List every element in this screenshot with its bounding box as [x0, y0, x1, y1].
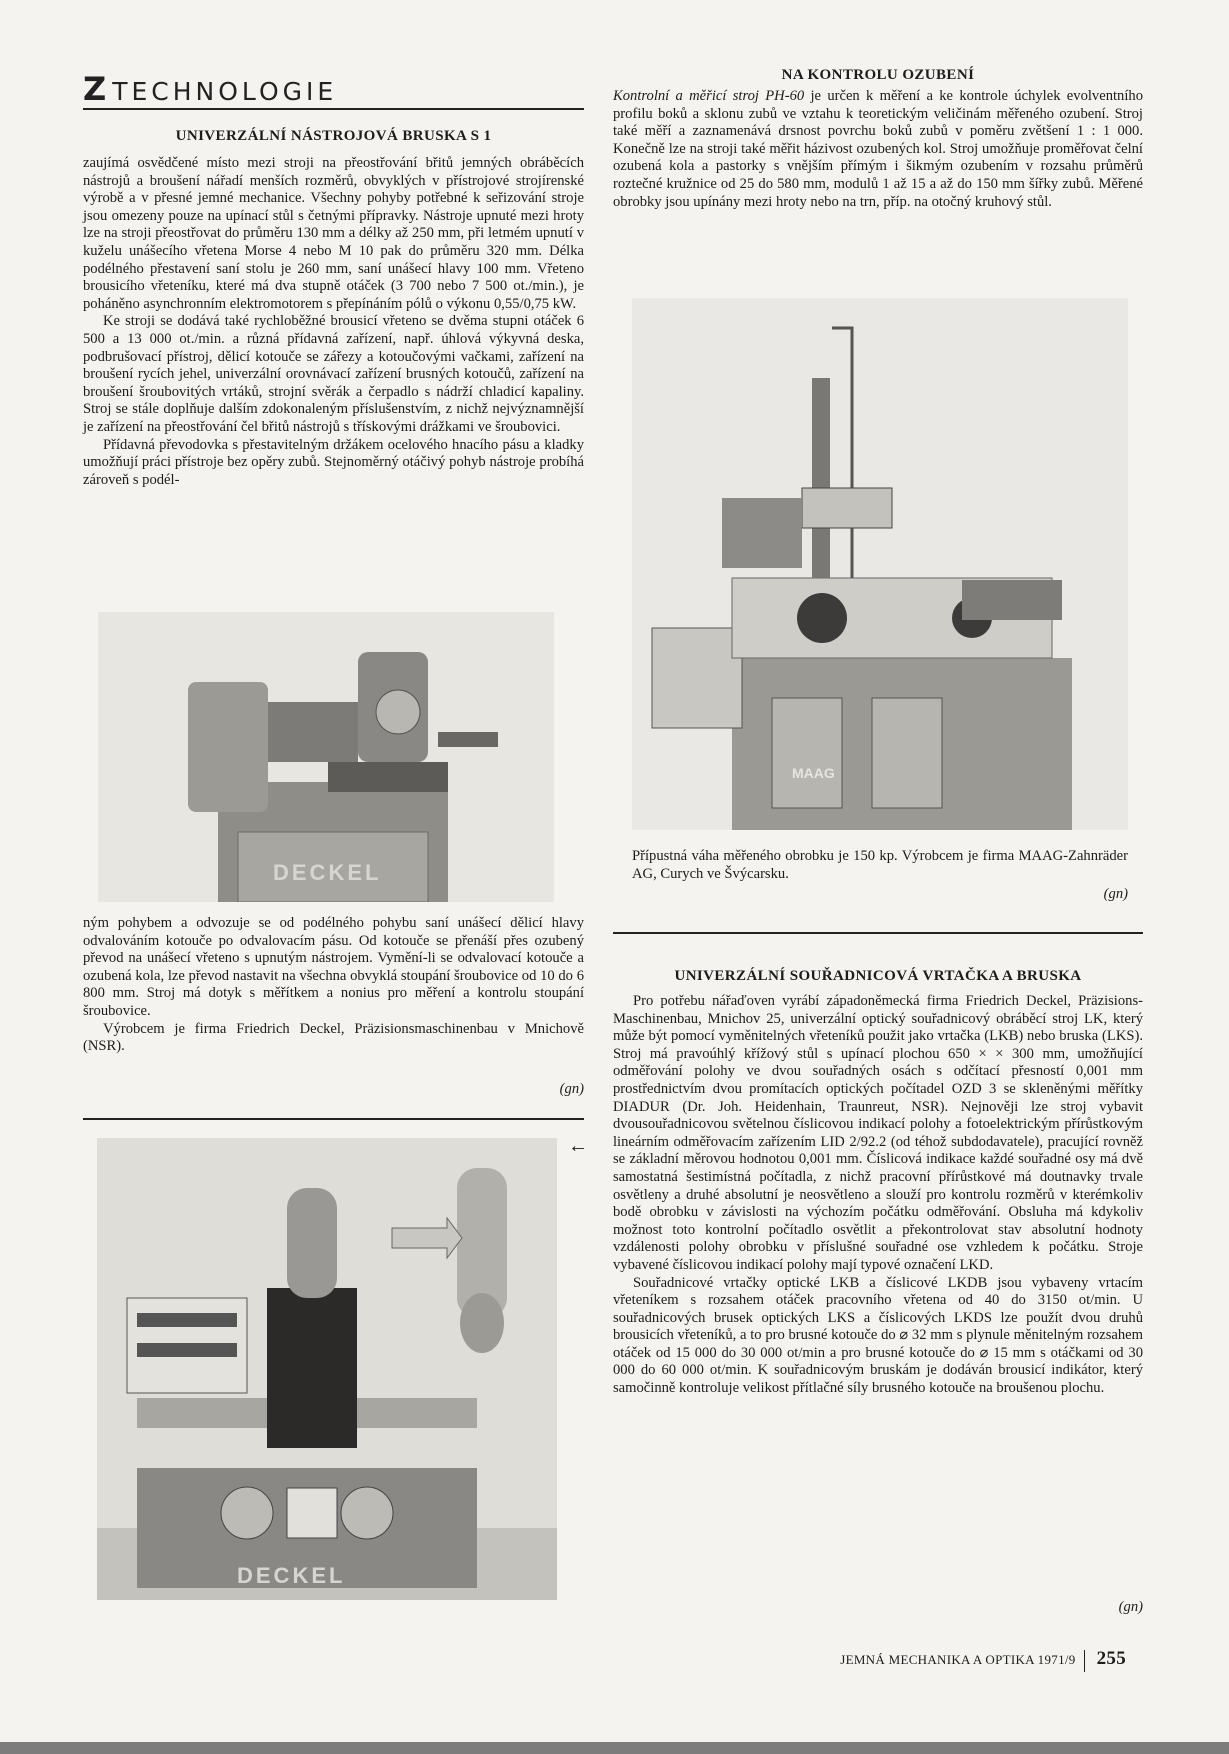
article2-title: NA KONTROLU OZUBENÍ	[781, 67, 975, 83]
coordinate-machine-photo	[97, 1138, 557, 1600]
section-header	[83, 70, 337, 108]
article1-sign: (gn)	[559, 1081, 584, 1097]
scan-edge	[0, 1742, 1229, 1754]
article3-sign: (gn)	[1118, 1599, 1143, 1615]
tool-grinder-photo	[98, 612, 554, 902]
article3-title: UNIVERZÁLNÍ SOUŘADNICOVÁ VRTAČKA A BRUSKA	[674, 968, 1082, 984]
journal-name: JEMNÁ MECHANIKA A OPTIKA 1971/9	[840, 1652, 1076, 1667]
article1-body-bottom	[83, 915, 584, 1056]
article1-para4: ným pohybem a odvozuje se od podélného pohybu saní unášecí dělicí hlavy odvalováním kotouče po odvalovacím pásu. Od kotouče se přenáší přes ozubený převod na unášecí vřeteno s upnutým nástrojem. Vymění-li se odvalovací kotouče a ozubená kola, lze převod nastavit na všechna obvyklá stoupání šroubovice od 10 do 6 800 mm. Stroj má dotyk s měřítkem a nonius pro měření a kontrolu stoupání šroubovice.	[83, 915, 584, 1019]
coordinate-machine-illustration	[97, 1138, 557, 1600]
article1-title: UNIVERZÁLNÍ NÁSTROJOVÁ BRUSKA S 1	[175, 128, 492, 144]
gear-measuring-illustration	[632, 298, 1128, 830]
article2-caption: Přípustná váha měřeného obrobku je 150 kp. Výrobcem je firma MAAG-Zahnräder AG, Curych ve Švýcarsku.	[632, 848, 1128, 882]
article2-sign: (gn)	[1103, 886, 1128, 902]
footer-separator	[1084, 1650, 1085, 1672]
article3-body	[613, 993, 1143, 1398]
page-footer	[796, 1648, 1126, 1672]
article1-body-top	[83, 155, 584, 489]
section-word: TECHNOLOGIE	[112, 77, 338, 106]
article2-photo-label: MAAG	[792, 765, 835, 781]
article2-para1: je určen k měření a ke kontrole úchylek evolventního profilu boků a sklonu zubů ve vztahu k teoretickým veličinám měřeného ozubení. Stroj také měří a zaznamenává drsnost povrchu boků zubů v poměru zvětšení 1 : 1 000. Konečně lze na stroji také měřit házivost ozubených kol. Stroj umožňuje proměřovat čelní ozubená kola a pastorky s vnějším přímým i šikmým ozubením v rozsahu průměrů roztečné kružnice od 25 do 580 mm, modulů 1 až 15 a až do 150 mm šířky zubů. Měřené obrobky jsou upínány mezi hroty nebo na trn, příp. na otočný kruhový stůl.	[613, 88, 1143, 210]
article3-photo-label: DECKEL	[237, 1563, 346, 1588]
article1-para1: zaujímá osvědčené místo mezi stroji na přeostřování břitů jemných obráběcích nástrojů a broušení nářadí menších rozměrů, obvyklých v přístrojové strojírenské výrobě a v přesné jemné mechanice. Všechny pohyby potřebné k seřizování stroje jsou omezeny pouze na upínací stůl s četnými přípravky. Nástroje upnuté mezi hroty lze na stroji přeostřovat do průměru 130 mm a délky až 250 mm, při letmém upnutí v kuželu unášecího vřetena Morse 4 nebo M 10 pak do průměru 320 mm. Délka podélného přestavení saní stolu je 260 mm, saní unášecí hlavy 100 mm. Vřeteno brousicího vřeteníku, které má dva stupně otáček (3 700 nebo 7 500 ot./min.), je poháněno asynchronním elektromotorem s přepínáním pólů o výkonu 0,55/0,75 kW.	[83, 155, 584, 312]
article1-para2: Ke stroji se dodává také rychloběžné brousicí vřeteno se dvěma stupni otáček 6 500 a 13 000 ot./min. a různá přídavná zařízení, např. úhlová výkyvná deska, podbrušovací přístroj, dělicí kotouče se zářezy a kotoučovými vačkami, zařízení na broušení rycích jehel, univerzální orovnávací zařízení brusných kotoučů, zařízení na broušení šroubovitých vrtáků, strojní svěrák a čerpadlo s nádrží chladicí kapaliny. Stroj se stále doplňuje dalším zdokonaleným příslušenstvím, z nichž nejvýznamnější je zařízení na přeostřování čel břitů nástrojů s třískovými drážkami ve šroubovici.	[83, 313, 584, 435]
article1-para3: Přídavná převodovka s přestavitelným držákem ocelového hnacího pásu a kladky umožňují práci přístroje bez opěry zubů. Stejnoměrný otáčivý pohyb nástroje probíhá zároveň s podél-	[83, 436, 584, 488]
page-number: 255	[1096, 1648, 1126, 1669]
header-rule	[83, 108, 584, 110]
article2-end-rule	[613, 932, 1143, 934]
article2-body	[613, 88, 1143, 211]
article1-end-rule	[83, 1118, 584, 1120]
article1-photo-label: DECKEL	[273, 860, 382, 885]
article3-para2: Souřadnicové vrtačky optické LKB a číslicové LKDB jsou vybaveny vrtacím vřeteníkem s rozsahem otáček pracovního vřetena od 40 do 3150 ot/min. U souřadnicových brusek optických LKS a číslicových LKDS lze použít dvou druhů brousicích vřeteníků, a to pro brusné kotouče do ⌀ 32 mm s plynule měnitelným rozsahem otáček od 15 000 do 30 000 ot/min a pro brusné kotouče do ⌀ 15 mm s otáčkami od 30 000 do 60 000 ot/min. K souřadnicovým bruskám je dodáván brousicí indikátor, který samočinně kontroluje velikost přítlačné síly brusného kotouče na broušenou plochu.	[613, 1274, 1143, 1397]
section-letter: Z	[83, 70, 107, 108]
arrow-indicator: ←	[568, 1135, 588, 1157]
article2-lead: Kontrolní a měřicí stroj PH-60	[613, 88, 805, 104]
article1-para5: Výrobcem je firma Friedrich Deckel, Präzisionsmaschinenbau v Mnichově (NSR).	[83, 1020, 584, 1055]
tool-grinder-illustration	[98, 612, 554, 902]
article3-para1: Pro potřebu nářaďoven vyrábí západoněmecká firma Friedrich Deckel, Präzisions-Maschinenbau, Mnichov 25, univerzální optický souřadnicový obráběcí stroj LK, který může být pomocí vyměnitelných vřeteníků použit jako vrtačka (LKB) nebo bruska (LKS). Stroj má pravoúhlý křížový stůl s upínací plochou 650 × × 300 mm, umožňující odměřování polohy ve dvou souřadných osách s odčítací přesností 0,001 mm prostřednictvím dvou promítacích optických počítadel OZD 3 se skleněnými měřítky DIADUR (Dr. Joh. Heidenhain, Traunreut, NSR). Nejnověji lze stroj vybavit dvousouřadnicovou světelnou číslicovou indikací polohy a fotoelektrickým přírůstkovým lineárním odměřovacím zařízením LID 2/92.2 (od téhož subdodavatele), pracující rovněž se základní měrovou hodnotou 0,001 mm. Číslicová indikace každé souřadné osy má dvě samostatná šestimístná počítadla, z nichž pracovní přírůstkové má doutnavky trvale osvětleny a druhé absolutní je neosvětleno a slouží pro kontrolu rozměrů v kterémkoliv bodě obrobku v závislosti na výchozím počátku odměřování. Obsluha má kdykoliv možnost toto kontrolní počítadlo osvětlit a překontrolovat stav absolutní hodnoty vzdálenosti polohy obrobku v příslušné souřadné ose vzhledem k počátku. Stroje vybavené číslicovou indikací polohy mají typové označení LKD.	[613, 993, 1143, 1273]
gear-measuring-photo	[632, 298, 1128, 830]
